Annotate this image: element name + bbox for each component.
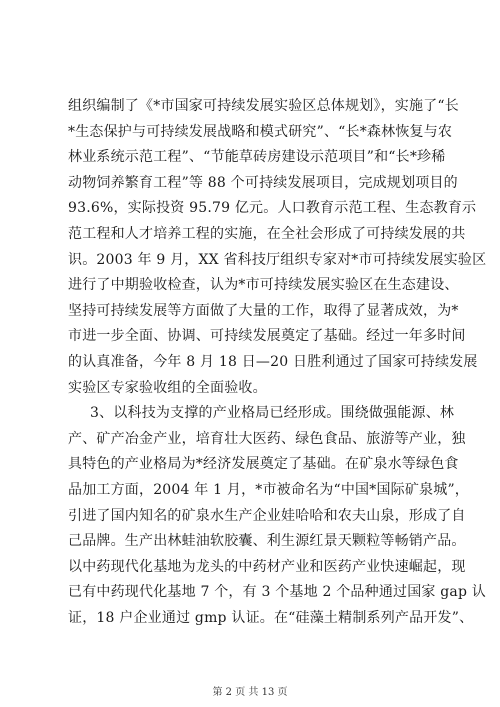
- paragraph: [68, 401, 486, 631]
- text-line: 证，18 户企业通过 gmp 认证。在“硅藻土精制系列产品开发”、: [68, 609, 474, 626]
- page-number: 第 2 页 共 13 页: [212, 687, 288, 698]
- text-line: 己品牌。生产出林蛙油软胶囊、利生源红景天颗粒等畅销产品。: [68, 533, 466, 550]
- text-line: 品加工方面，2004 年 1 月，*市被命名为“中国*国际矿泉城”，: [68, 481, 469, 498]
- text-line: 已有中药现代化基地 7 个，有 3 个基地 2 个品种通过国家 gap 认: [68, 584, 486, 601]
- text-line: 市进一步全面、协调、可持续发展奠定了基础。经过一年多时间: [68, 328, 466, 345]
- text-line: 引进了国内知名的矿泉水生产企业娃哈哈和农夫山泉，形成了自: [68, 507, 466, 524]
- text-line: *生态保护与可持续发展战略和模式研究”、“长*森林恢复与农: [68, 123, 453, 140]
- text-line: 产、矿产冶金产业，培育壮大医药、绿色食品、旅游等产业，独: [68, 430, 466, 447]
- text-line: 林业系统示范工程”、“节能草砖房建设示范项目”和“长*珍稀: [68, 149, 446, 166]
- text-line: 3、以科技为支撑的产业格局已经形成。围绕做强能源、林: [90, 405, 455, 422]
- text-line: 坚持可持续发展等方面做了大量的工作，取得了显著成效，为*: [68, 302, 459, 319]
- text-line: 组织编制了《*市国家可持续发展实验区总体规划》，实施了“长: [68, 98, 459, 114]
- text-line: 具特色的产业格局为*经济发展奠定了基础。在矿泉水等绿色食: [68, 456, 459, 473]
- document-body: [68, 94, 487, 631]
- text-line: 进行了中期验收检查，认为*市可持续发展实验区在生态建设、: [68, 277, 459, 294]
- text-line: 动物饲养繁育工程”等 88 个可持续发展项目，完成规划项目的: [68, 174, 458, 191]
- text-line: 以中药现代化基地为龙头的中药材产业和医药产业快速崛起，现: [68, 558, 466, 575]
- text-line: 93.6%，实际投资 95.79 亿元。人口教育示范工程、生态教育示: [68, 200, 477, 217]
- text-line: 的认真准备，今年 8 月 18 日—20 日胜利通过了国家可持续发展: [68, 353, 478, 370]
- text-line: 范工程和人才培养工程的实施，在全社会形成了可持续发展的共: [68, 225, 466, 242]
- paragraph: [68, 94, 487, 401]
- text-line: 识。2003 年 9 月，XX 省科技厅组织专家对*市可持续发展实验区: [68, 251, 487, 268]
- text-line: 实验区专家验收组的全面验收。: [68, 379, 267, 396]
